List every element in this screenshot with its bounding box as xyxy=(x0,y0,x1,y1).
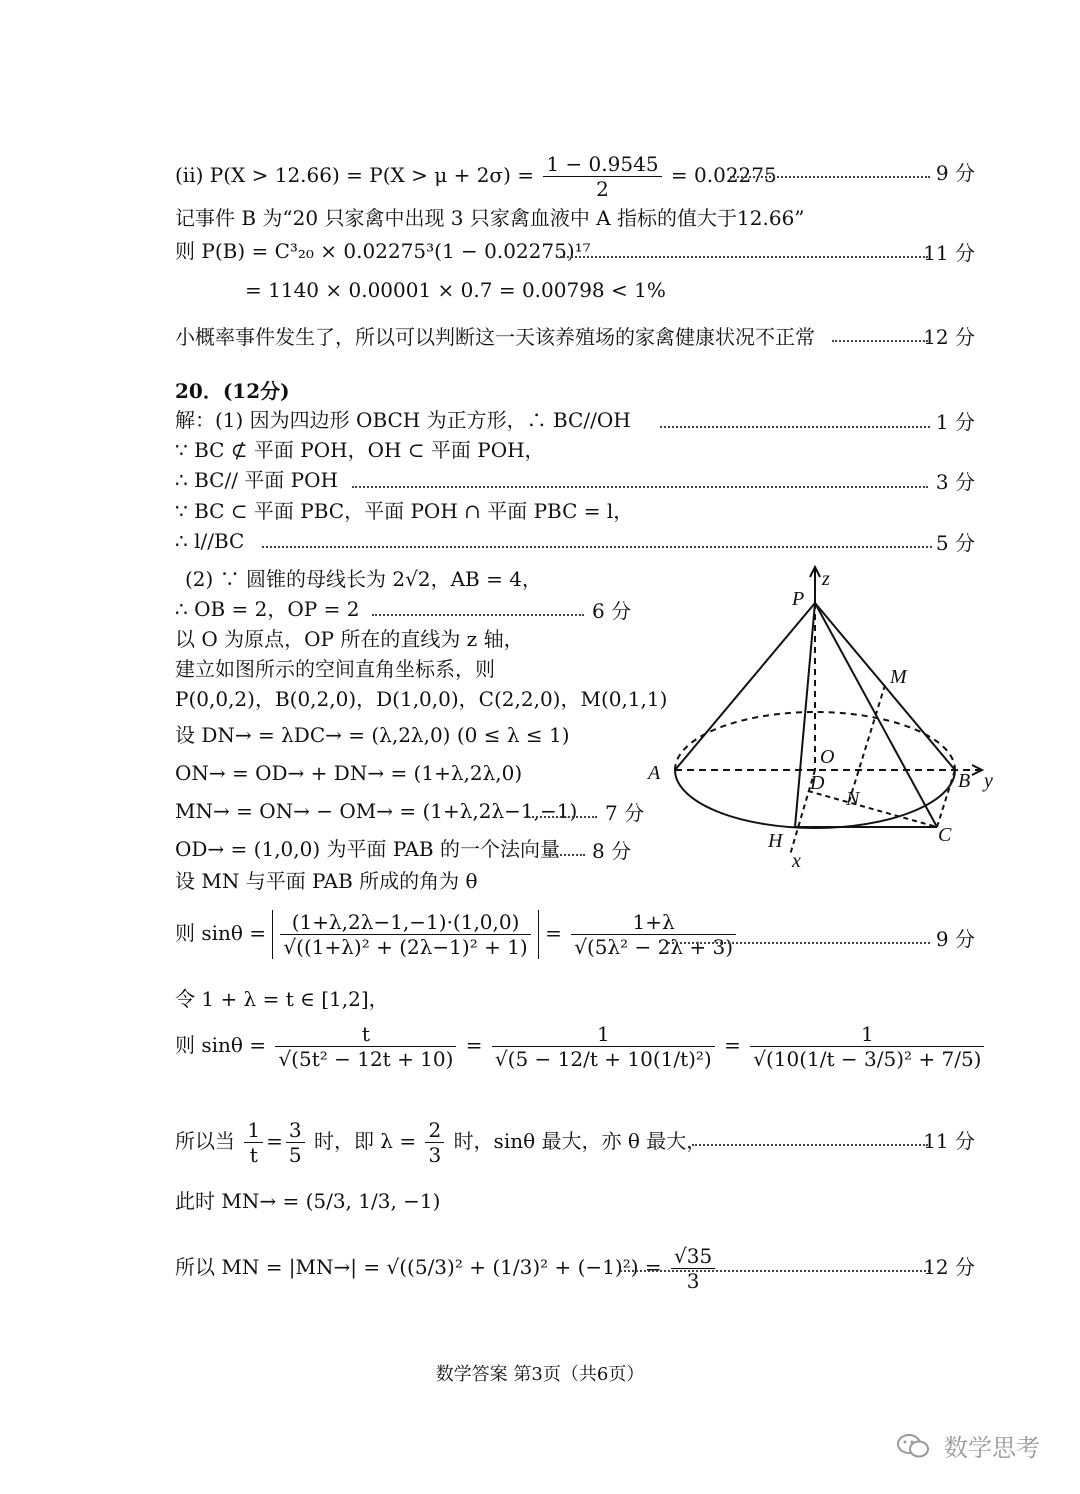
fraction xyxy=(280,910,530,959)
sol-line-3: ∴ BC// 平面 POH xyxy=(175,468,338,492)
text: 则 sinθ = xyxy=(175,921,267,945)
text: (ii) P(X > 12.66) = P(X > μ + 2σ) = xyxy=(175,163,534,187)
denominator: √(5 − 12/t + 10(1/t)²) xyxy=(494,1047,712,1071)
sin-theta-t-line: 则 sinθ = $\frac{t}{\text{√(5t² − 12t + 10)}}$ = $\frac{1}{\text{√(5 − 12/t + 10(1/t)²)}}$ = $\frac{1}{\text{√(10(1/t − 3/5)² + 7/5)}}$ xyxy=(175,1022,987,1071)
score-11: 11 分 xyxy=(923,241,975,265)
text: 时，sinθ 最大，亦 θ 最大， xyxy=(453,1129,707,1153)
sol-line-5: ∴ l//BC xyxy=(175,529,245,553)
prob-ii-line xyxy=(175,152,777,201)
text: 时，即 λ = xyxy=(313,1129,417,1153)
page-footer: 数学答案 第3页（共6页） xyxy=(435,1364,645,1385)
label-a: A xyxy=(648,762,661,784)
part2-line-2: ∴ OB = 2，OP = 2 xyxy=(175,597,360,621)
text: 所以 MN = |MN→| = √((5/3)² + (1/3)² + (−1)²) = xyxy=(175,1255,662,1279)
dot-leader xyxy=(545,854,585,856)
dot-leader xyxy=(730,176,930,178)
part2-line-4: 建立如图所示的空间直角坐标系，则 xyxy=(175,657,495,681)
conclusion-line: 小概率事件发生了，所以可以判断这一天该养殖场的家禽健康状况不正常 xyxy=(175,325,815,349)
denominator: √(5t² − 12t + 10) xyxy=(278,1047,454,1071)
denominator: 5 xyxy=(288,1143,302,1167)
denominator: √(10(1/t − 3/5)² + 7/5) xyxy=(753,1047,982,1071)
numerator: 2 xyxy=(425,1118,444,1143)
sol-line-1: 解：(1) 因为四边形 OBCH 为正方形，∴ BC//OH xyxy=(175,408,631,432)
numerator: 3 xyxy=(286,1118,305,1143)
fraction xyxy=(543,152,661,201)
watermark-text: 数学思考 xyxy=(944,1434,1040,1462)
text: 则 sinθ = xyxy=(175,1033,267,1057)
wechat-icon xyxy=(896,1432,930,1466)
denominator: √((1+λ)² + (2λ−1)² + 1) xyxy=(283,935,528,959)
sin-theta-line: 则 sinθ = $\frac{(1+\lambda,2\lambda-1,-1)\cdot(1,0,0)}{\text{√((1+λ)² + (2λ−1)² + 1)}}$ = $\frac{1+\lambda}{\text{√(5λ² − 2λ + 3)}}$ xyxy=(175,910,739,959)
dot-leader xyxy=(560,256,928,258)
dot-leader xyxy=(660,426,930,428)
numerator: 1 xyxy=(244,1118,263,1143)
label-x: x xyxy=(792,850,801,872)
label-m: M xyxy=(890,666,907,688)
mn-value-line: 此时 MN→ = (5/3, 1/3, −1) xyxy=(175,1189,441,1213)
text: = 0.02275 xyxy=(670,163,777,187)
label-c: C xyxy=(938,824,952,846)
fraction xyxy=(571,910,736,959)
fraction xyxy=(671,1244,715,1293)
max-line: 所以当 $\frac{1}{t}$ = $\frac{3}{5}$ 时，即 λ = $\frac{2}{3}$ 时，sinθ 最大，亦 θ 最大， xyxy=(175,1118,707,1167)
label-b: B xyxy=(958,770,971,792)
event-b-line: 记事件 B 为“20 只家禽中出现 3 只家禽血液中 A 指标的值大于12.66” xyxy=(175,206,805,230)
fraction xyxy=(244,1118,263,1167)
normal-vector-line: OD→ = (1,0,0) 为平面 PAB 的一个法向量 xyxy=(175,837,560,861)
dot-leader xyxy=(620,1270,930,1272)
score-3: 3 分 xyxy=(935,470,975,494)
dot-leader xyxy=(262,546,932,548)
numerator: 1 xyxy=(750,1022,984,1047)
pb-result: = 1140 × 0.00001 × 0.7 = 0.00798 < 1% xyxy=(245,278,666,302)
denominator: t xyxy=(249,1143,258,1167)
score-5: 5 分 xyxy=(935,531,975,555)
segment-mn xyxy=(848,685,885,805)
numerator: 1 xyxy=(492,1022,715,1047)
angle-line: 设 MN 与平面 PAB 所成的角为 θ xyxy=(175,869,478,893)
part2-line-1: (2) ∵ 圆锥的母线长为 2√2，AB = 4， xyxy=(185,567,542,591)
denominator: 2 xyxy=(596,177,609,201)
denominator: 3 xyxy=(428,1143,442,1167)
score-9b: 9 分 xyxy=(935,927,975,951)
dot-leader xyxy=(372,614,584,616)
label-n: N xyxy=(846,788,860,810)
on-vector-line: ON→ = OD→ + DN→ = (1+λ,2λ,0) xyxy=(175,761,523,785)
score-8: 8 分 xyxy=(592,839,632,863)
substitution-line: 令 1 + λ = t ∈ [1,2]， xyxy=(175,987,389,1011)
score-7: 7 分 xyxy=(605,801,645,825)
score-12: 12 分 xyxy=(923,325,975,349)
pb-line: 则 P(B) = C³₂₀ × 0.02275³(1 − 0.02275)¹⁷ xyxy=(175,239,591,263)
edge-cb xyxy=(937,770,955,827)
fraction xyxy=(425,1118,444,1167)
numerator: √35 xyxy=(671,1244,715,1269)
sol-line-4: ∵ BC ⊂ 平面 PBC，平面 POH ∩ 平面 PBC = l， xyxy=(175,499,634,523)
label-h: H xyxy=(768,830,783,852)
dot-leader xyxy=(692,1144,928,1146)
abs-value xyxy=(272,910,538,959)
fraction xyxy=(286,1118,305,1167)
label-z: z xyxy=(822,568,830,590)
dot-leader xyxy=(525,816,597,818)
coords-line: P(0,0,2)，B(0,2,0)，D(1,0,0)，C(2,2,0)，M(0,1,1) xyxy=(175,687,668,711)
part2-line-3: 以 O 为原点，OP 所在的直线为 z 轴， xyxy=(175,627,524,651)
fraction xyxy=(750,1022,984,1071)
label-p: P xyxy=(792,588,805,610)
mn-length-line xyxy=(175,1244,718,1293)
numerator: t xyxy=(275,1022,456,1047)
score-11b: 11 分 xyxy=(923,1129,975,1153)
numerator: 1+λ xyxy=(571,910,736,935)
question-20-heading: 20．(12分) xyxy=(175,379,290,403)
fraction xyxy=(492,1022,715,1071)
score-1: 1 分 xyxy=(935,410,975,434)
label-o: O xyxy=(820,746,835,768)
sol-line-2: ∵ BC ⊄ 平面 POH，OH ⊂ 平面 POH， xyxy=(175,438,545,462)
label-d: D xyxy=(810,772,825,794)
watermark xyxy=(896,1428,1040,1466)
score-9: 9 分 xyxy=(935,161,975,185)
mn-vector-line: MN→ = ON→ − OM→ = (1+λ,2λ−1,−1) xyxy=(175,799,578,823)
score-6: 6 分 xyxy=(592,599,632,623)
text: 所以当 xyxy=(175,1129,235,1153)
edge-pa xyxy=(675,603,815,770)
numerator: 1 − 0.9545 xyxy=(543,152,661,177)
dot-leader xyxy=(668,942,930,944)
dot-leader xyxy=(352,486,928,488)
fraction xyxy=(275,1022,456,1071)
numerator: (1+λ,2λ−1,−1)·(1,0,0) xyxy=(280,910,530,935)
dot-leader xyxy=(832,340,928,342)
label-y: y xyxy=(984,770,993,792)
denominator: √(5λ² − 2λ + 3) xyxy=(574,935,734,959)
score-12b: 12 分 xyxy=(923,1255,975,1279)
dn-vector-line: 设 DN→ = λDC→ = (λ,2λ,0) (0 ≤ λ ≤ 1) xyxy=(175,723,570,747)
cone-figure xyxy=(640,565,1040,875)
denominator: 3 xyxy=(686,1269,700,1293)
